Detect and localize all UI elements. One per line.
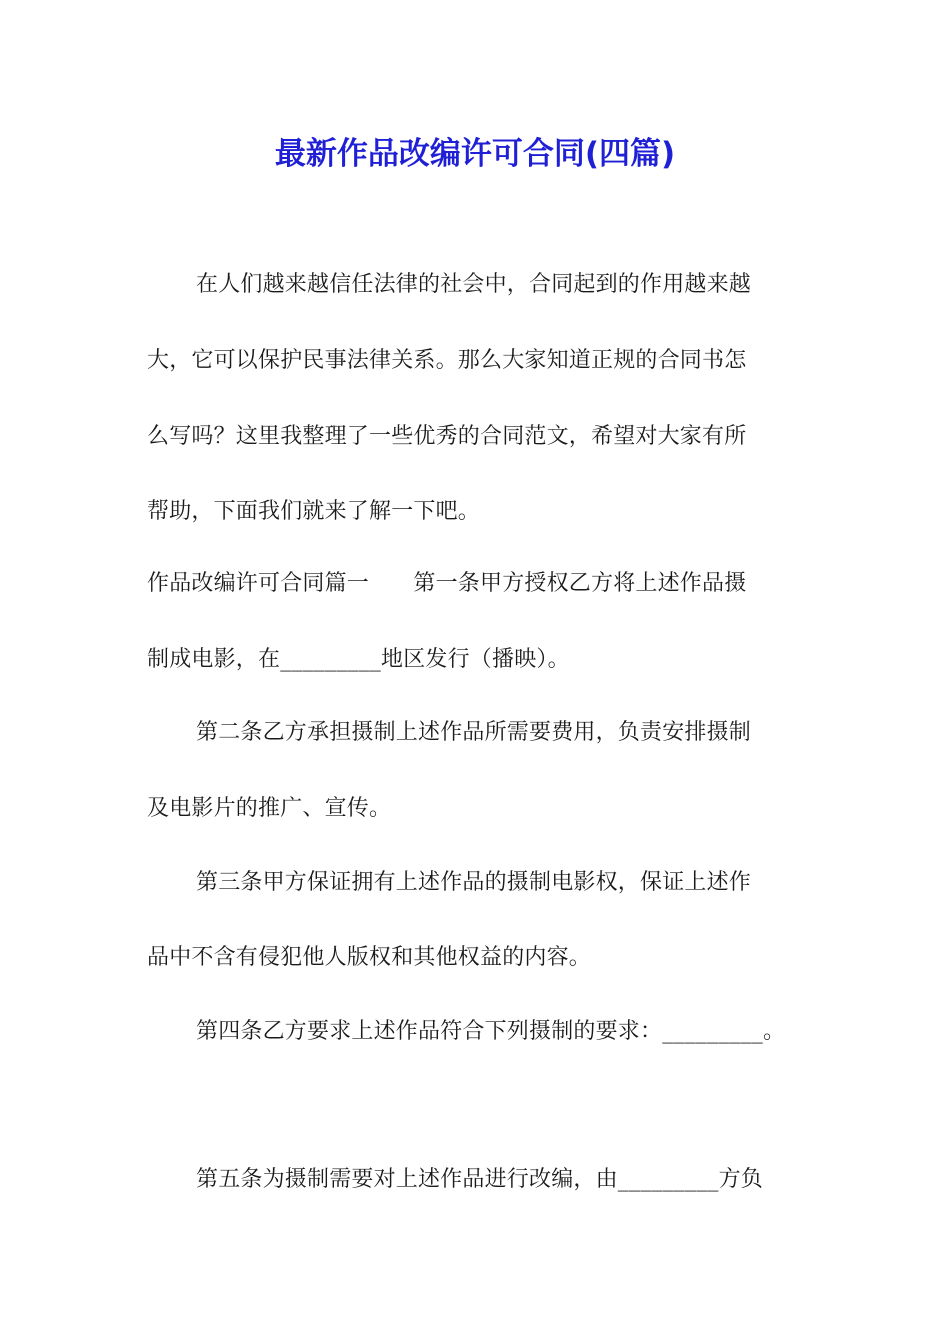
- paragraph-line: 第三条甲方保证拥有上述作品的摄制电影权，保证上述作: [196, 870, 752, 895]
- paragraph-line: 第二条乙方承担摄制上述作品所需要费用，负责安排摄制: [196, 720, 752, 745]
- paragraph-line: 大，它可以保护民事法律关系。那么大家知道正规的合同书怎: [147, 348, 747, 373]
- paragraph-line: 帮助，下面我们就来了解一下吧。: [147, 499, 481, 524]
- paragraph-line: 品中不含有侵犯他人版权和其他权益的内容。: [147, 945, 592, 970]
- paragraph-line: 在人们越来越信任法律的社会中，合同起到的作用越来越: [196, 272, 752, 297]
- paragraph-line: 作品改编许可合同篇一 第一条甲方授权乙方将上述作品摄: [147, 571, 747, 596]
- document-title: 最新作品改编许可合同(四篇): [274, 136, 676, 172]
- paragraph-line: 及电影片的推广、宣传。: [147, 796, 392, 821]
- paragraph-line: 第五条为摄制需要对上述作品进行改编，由_________方负: [196, 1167, 764, 1192]
- paragraph-line: 么写吗？这里我整理了一些优秀的合同范文，希望对大家有所: [147, 424, 747, 449]
- paragraph-line: 制成电影，在_________地区发行（播映）。: [147, 647, 570, 672]
- paragraph-line: 第四条乙方要求上述作品符合下列摄制的要求：_________。: [196, 1019, 786, 1044]
